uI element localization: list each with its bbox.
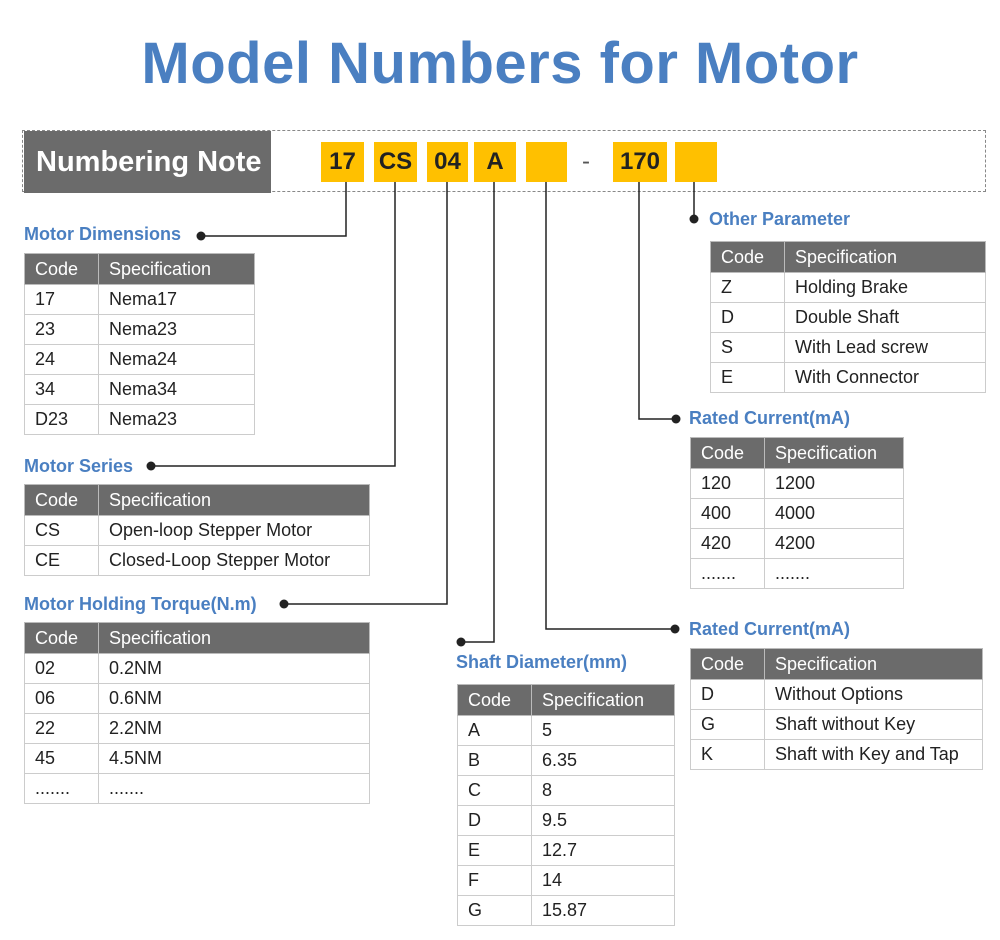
- code-cell: K: [691, 740, 765, 770]
- table-row: [458, 866, 675, 896]
- dot-option: [671, 625, 680, 634]
- code-cell: C: [458, 776, 532, 806]
- connector-shaft: [461, 182, 494, 642]
- table-row: [25, 714, 370, 744]
- code-cell: 23: [25, 315, 99, 345]
- spec-cell: 0.6NM: [99, 684, 370, 714]
- table-row: [711, 303, 986, 333]
- code-cell: 120: [691, 469, 765, 499]
- dot-shaft: [457, 638, 466, 647]
- code-cell: .......: [691, 559, 765, 589]
- torque-table: [24, 622, 370, 804]
- code-cell: D: [691, 680, 765, 710]
- options-table: [690, 648, 983, 770]
- code-cell: 02: [25, 654, 99, 684]
- code-cell: 22: [25, 714, 99, 744]
- spec-cell: Shaft without Key: [765, 710, 983, 740]
- table-row: [25, 285, 255, 315]
- dot-dimensions: [197, 232, 206, 241]
- spec-cell: Without Options: [765, 680, 983, 710]
- spec-cell: Shaft with Key and Tap: [765, 740, 983, 770]
- spec-cell: 1200: [765, 469, 904, 499]
- dot-series: [147, 462, 156, 471]
- dimensions-table: [24, 253, 255, 435]
- code-cell: G: [691, 710, 765, 740]
- code-cell: 34: [25, 375, 99, 405]
- segment-torque: 04: [427, 142, 468, 182]
- col-code: Code: [691, 649, 765, 680]
- code-cell: 17: [25, 285, 99, 315]
- code-cell: 45: [25, 744, 99, 774]
- table-row: [25, 546, 370, 576]
- table-row: [458, 896, 675, 926]
- code-cell: D: [458, 806, 532, 836]
- col-code: Code: [25, 485, 99, 516]
- code-cell: .......: [25, 774, 99, 804]
- code-cell: B: [458, 746, 532, 776]
- code-cell: CS: [25, 516, 99, 546]
- spec-cell: Double Shaft: [785, 303, 986, 333]
- segment-shaft: A: [474, 142, 516, 182]
- code-cell: E: [458, 836, 532, 866]
- col-spec: Specification: [532, 685, 675, 716]
- spec-cell: .......: [99, 774, 370, 804]
- spec-cell: 4200: [765, 529, 904, 559]
- col-spec: Specification: [99, 623, 370, 654]
- dimensions-heading: Motor Dimensions: [24, 224, 182, 244]
- segment-current: 170: [613, 142, 667, 182]
- table-row: [25, 774, 370, 804]
- shaft-heading: Shaft Diameter(mm): [456, 652, 628, 672]
- col-code: Code: [711, 242, 785, 273]
- connector-dimensions: [201, 182, 346, 236]
- segment-series: CS: [374, 142, 417, 182]
- spec-cell: 14: [532, 866, 675, 896]
- table-row: [691, 559, 904, 589]
- spec-cell: Closed-Loop Stepper Motor: [99, 546, 370, 576]
- table-row: [458, 776, 675, 806]
- table-row: [458, 716, 675, 746]
- spec-cell: 12.7: [532, 836, 675, 866]
- code-cell: Z: [711, 273, 785, 303]
- code-cell: 400: [691, 499, 765, 529]
- code-cell: D: [711, 303, 785, 333]
- table-row: [25, 405, 255, 435]
- torque-heading: Motor Holding Torque(N.m): [24, 594, 257, 614]
- spec-cell: Nema23: [99, 405, 255, 435]
- table-row: [711, 363, 986, 393]
- other-heading: Other Parameter: [709, 209, 851, 229]
- numbering-label: Numbering Note: [24, 131, 271, 193]
- code-cell: G: [458, 896, 532, 926]
- dot-torque: [280, 600, 289, 609]
- spec-cell: Nema23: [99, 315, 255, 345]
- code-cell: E: [711, 363, 785, 393]
- table-row: [25, 375, 255, 405]
- table-row: [691, 469, 904, 499]
- code-cell: S: [711, 333, 785, 363]
- col-code: Code: [25, 623, 99, 654]
- current-heading: Rated Current(mA): [689, 408, 851, 428]
- other-table: [710, 241, 986, 393]
- connector-option: [546, 182, 675, 629]
- table-row: [691, 499, 904, 529]
- table-row: [25, 315, 255, 345]
- code-cell: CE: [25, 546, 99, 576]
- shaft-table: [457, 684, 675, 926]
- table-row: [458, 836, 675, 866]
- connector-current: [639, 182, 676, 419]
- spec-cell: 6.35: [532, 746, 675, 776]
- table-row: [711, 333, 986, 363]
- col-spec: Specification: [765, 649, 983, 680]
- spec-cell: 9.5: [532, 806, 675, 836]
- col-spec: Specification: [99, 485, 370, 516]
- current-table: [690, 437, 904, 589]
- table-row: [25, 684, 370, 714]
- code-cell: A: [458, 716, 532, 746]
- table-row: [25, 744, 370, 774]
- spec-cell: 4000: [765, 499, 904, 529]
- col-code: Code: [691, 438, 765, 469]
- table-row: [691, 710, 983, 740]
- spec-cell: With Lead screw: [785, 333, 986, 363]
- col-code: Code: [25, 254, 99, 285]
- col-spec: Specification: [765, 438, 904, 469]
- code-cell: D23: [25, 405, 99, 435]
- table-row: [25, 654, 370, 684]
- table-row: [711, 273, 986, 303]
- page-title: Model Numbers for Motor: [141, 31, 859, 96]
- table-row: [25, 345, 255, 375]
- table-row: [691, 680, 983, 710]
- spec-cell: 15.87: [532, 896, 675, 926]
- table-row: [458, 746, 675, 776]
- code-cell: 24: [25, 345, 99, 375]
- spec-cell: Holding Brake: [785, 273, 986, 303]
- spec-cell: 5: [532, 716, 675, 746]
- code-cell: F: [458, 866, 532, 896]
- code-cell: 420: [691, 529, 765, 559]
- col-spec: Specification: [99, 254, 255, 285]
- dot-other: [690, 215, 699, 224]
- spec-cell: .......: [765, 559, 904, 589]
- spec-cell: 2.2NM: [99, 714, 370, 744]
- spec-cell: 4.5NM: [99, 744, 370, 774]
- segment-separator: -: [582, 148, 590, 175]
- col-code: Code: [458, 685, 532, 716]
- spec-cell: Nema24: [99, 345, 255, 375]
- spec-cell: Open-loop Stepper Motor: [99, 516, 370, 546]
- code-cell: 06: [25, 684, 99, 714]
- spec-cell: Nema17: [99, 285, 255, 315]
- series-heading: Motor Series: [24, 456, 134, 476]
- col-spec: Specification: [785, 242, 986, 273]
- table-row: [691, 529, 904, 559]
- spec-cell: 8: [532, 776, 675, 806]
- table-row: [691, 740, 983, 770]
- spec-cell: 0.2NM: [99, 654, 370, 684]
- table-row: [458, 806, 675, 836]
- segment-dimensions: 17: [321, 142, 364, 182]
- options-heading: Rated Current(mA): [689, 619, 851, 639]
- spec-cell: With Connector: [785, 363, 986, 393]
- dot-current: [672, 415, 681, 424]
- table-row: [25, 516, 370, 546]
- spec-cell: Nema34: [99, 375, 255, 405]
- series-table: [24, 484, 370, 576]
